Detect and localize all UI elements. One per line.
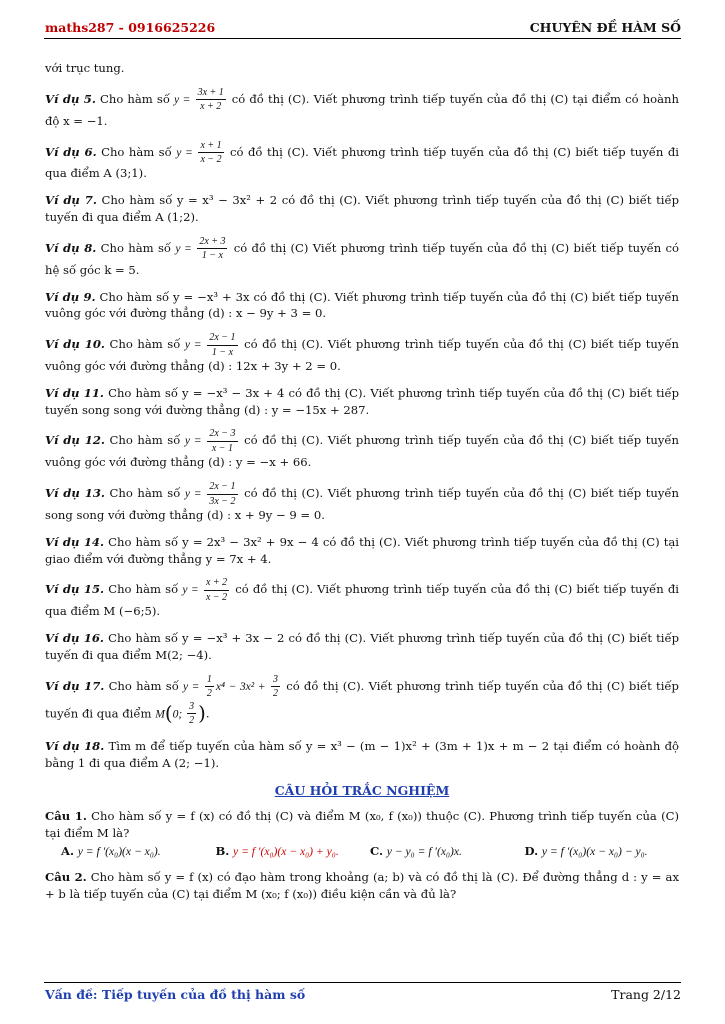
example-text-rest: có đồ thị (C). Viết phương trình tiếp tuyến của đồ thị (C) tại điểm có hoành độ x = −1. bbox=[45, 91, 679, 128]
point-name: M bbox=[155, 706, 165, 720]
example-11 bbox=[45, 385, 679, 419]
example-8 bbox=[45, 236, 679, 279]
fraction bbox=[207, 332, 237, 358]
example-15 bbox=[45, 577, 679, 620]
fraction-denominator: 3x − 2 bbox=[209, 495, 236, 507]
example-text: Cho hàm số y = 2x³ − 3x² + 9x − 4 có đồ thị (C). Viết phương trình tiếp tuyến của đồ thị (C) tại giao điểm với đường thẳng y = 7x + 4. bbox=[45, 534, 679, 566]
example-text: Cho hàm số y = x³ − 3x² + 2 có đồ thị (C). Viết phương trình tiếp tuyến của đồ thị (C) biết tiếp tuyến đi qua điểm A (1;2). bbox=[45, 193, 679, 224]
example-label: Ví dụ 12. bbox=[45, 433, 105, 448]
function-y: y = bbox=[182, 583, 202, 597]
option-letter: B. bbox=[215, 844, 230, 859]
example-13 bbox=[45, 481, 679, 524]
example-text: Cho hàm số bbox=[101, 144, 177, 159]
example-5 bbox=[45, 87, 679, 130]
example-18 bbox=[45, 738, 679, 772]
option-letter: D. bbox=[524, 844, 539, 859]
fraction-numerator: 2x − 3 bbox=[207, 428, 237, 441]
example-label: Ví dụ 6. bbox=[45, 144, 97, 159]
example-6 bbox=[45, 140, 679, 183]
example-text: Cho hàm số bbox=[108, 678, 184, 693]
fraction bbox=[197, 236, 227, 262]
example-text: Cho hàm số y = −x³ + 3x − 2 có đồ thị (C). Viết phương trình tiếp tuyến của đồ thị (C) biết tiếp tuyến đi qua điểm M(2; −4). bbox=[45, 631, 680, 662]
function-y: y = bbox=[184, 338, 206, 352]
example-16 bbox=[45, 630, 679, 664]
option-a[interactable] bbox=[61, 843, 216, 861]
fraction-denominator: 2 bbox=[272, 688, 278, 700]
fraction bbox=[187, 701, 196, 727]
page-footer bbox=[44, 982, 681, 1007]
example-text-end: . bbox=[205, 705, 210, 720]
option-text-highlighted: y = f ′(x₀)(x − x₀) + y₀. bbox=[233, 845, 339, 859]
example-12 bbox=[45, 428, 679, 471]
example-text-rest: có đồ thị (C). Viết phương trình tiếp tuyến của đồ thị (C) biết tiếp tuyến vuông góc với đường thẳng (d) : 12x + 3y + 2 = 0. bbox=[45, 337, 679, 373]
header-contact: maths287 - 0916625226 bbox=[45, 20, 216, 35]
function-y: y = bbox=[174, 92, 194, 106]
example-label: Ví dụ 13. bbox=[45, 486, 105, 501]
option-d[interactable] bbox=[525, 843, 680, 861]
fraction-denominator: x − 2 bbox=[200, 153, 222, 165]
option-text: y = f ′(x₀)(x − x₀) − y₀. bbox=[541, 845, 648, 859]
example-label: Ví dụ 11. bbox=[45, 385, 104, 400]
example-label: Ví dụ 17. bbox=[45, 678, 105, 693]
example-text-rest: có đồ thị (C). Viết phương trình tiếp tuyến của đồ thị (C) biết tiếp tuyến đi qua điểm bbox=[45, 678, 679, 720]
question-text: Cho hàm số y = f (x) có đạo hàm trong khoảng (a; b) và có đồ thị là (C). Để đường thẳng d : y = ax + b là tiếp tuyến của (C) tại điểm M (x₀; f (x₀)) điều kiện cần và đủ là? bbox=[45, 870, 680, 902]
function-y: y = bbox=[183, 679, 203, 693]
fraction-denominator: 2 bbox=[206, 688, 212, 700]
continuation-text: với trục tung. bbox=[45, 61, 125, 75]
answer-options bbox=[45, 843, 679, 861]
example-text: Cho hàm số y = −x³ + 3x có đồ thị (C). Viết phương trình tiếp tuyến của đồ thị (C) biết tiếp tuyến vuông góc với đường thẳng (d) : x − 9y + 3 = 0. bbox=[45, 289, 680, 321]
question-label: Câu 2. bbox=[45, 870, 87, 885]
example-label: Ví dụ 5. bbox=[45, 91, 96, 106]
example-text: Cho hàm số bbox=[109, 337, 185, 352]
example-text-rest: có đồ thị (C). Viết phương trình tiếp tuyến của đồ thị (C) biết tiếp tuyến vuông góc với đường thẳng (d) : y = −x + 66. bbox=[45, 433, 679, 470]
example-text: Cho hàm số y = −x³ − 3x + 4 có đồ thị (C). Viết phương trình tiếp tuyến của đồ thị (C) biết tiếp tuyến song song với đường thẳng (d) : y = −15x + 287. bbox=[45, 385, 680, 417]
function-y: y = bbox=[184, 487, 206, 501]
question-2 bbox=[45, 869, 679, 903]
footer-topic: Vấn đề: Tiếp tuyến của đồ thị hàm số bbox=[45, 987, 306, 1002]
page-body bbox=[45, 60, 679, 911]
point-coordinates: 0; bbox=[172, 706, 186, 720]
option-b[interactable] bbox=[216, 843, 371, 861]
section-title: CÂU HỎI TRẮC NGHIỆM bbox=[274, 782, 450, 798]
option-letter: A. bbox=[61, 844, 75, 859]
example-text: Cho hàm số bbox=[100, 91, 175, 106]
fraction bbox=[271, 674, 280, 700]
fraction bbox=[196, 87, 226, 113]
example-text: Cho hàm số bbox=[100, 240, 176, 255]
question-stem bbox=[45, 869, 679, 903]
fraction-numerator: 2x + 3 bbox=[197, 236, 227, 249]
fraction-denominator: x + 2 bbox=[200, 101, 222, 113]
example-label: Ví dụ 18. bbox=[45, 739, 105, 754]
example-label: Ví dụ 15. bbox=[45, 582, 105, 597]
example-text: Cho hàm số bbox=[108, 582, 183, 597]
fraction-numerator: 3x + 1 bbox=[196, 87, 226, 100]
question-1 bbox=[45, 808, 679, 861]
function-middle: x⁴ − 3x² + bbox=[215, 679, 269, 693]
example-7 bbox=[45, 192, 679, 226]
fraction-denominator: 2 bbox=[189, 715, 195, 727]
page-header bbox=[44, 18, 681, 39]
example-text-rest: có đồ thị (C). Viết phương trình tiếp tuyến của đồ thị (C) biết tiếp tuyến đi qua điểm A (3;1). bbox=[45, 144, 679, 181]
fraction bbox=[207, 481, 237, 507]
fraction-numerator: 2x − 1 bbox=[207, 332, 237, 345]
example-label: Ví dụ 16. bbox=[45, 631, 104, 646]
page-number: Trang 2/12 bbox=[611, 987, 681, 1002]
fraction-denominator: x − 2 bbox=[205, 591, 228, 603]
function-y: y = bbox=[184, 434, 206, 448]
example-text: Cho hàm số bbox=[109, 433, 185, 448]
example-label: Ví dụ 9. bbox=[45, 289, 96, 304]
fraction bbox=[205, 674, 214, 700]
example-label: Ví dụ 10. bbox=[45, 337, 105, 352]
fraction-numerator: 3 bbox=[271, 674, 280, 687]
left-paren: ( bbox=[164, 701, 173, 725]
example-label: Ví dụ 8. bbox=[45, 240, 97, 255]
question-text: Cho hàm số y = f (x) có đồ thị (C) và điểm M (x₀, f (x₀)) thuộc (C). Phương trình tiếp tuyến của (C) tại điểm M là? bbox=[45, 808, 680, 840]
example-text: Tìm m để tiếp tuyến của hàm số y = x³ − (m − 1)x² + (3m + 1)x + m − 2 tại điểm có hoành độ bằng 1 đi qua điểm A (2; −1). bbox=[45, 739, 679, 770]
fraction bbox=[198, 140, 223, 166]
fraction-numerator: x + 2 bbox=[204, 577, 229, 590]
fraction-denominator: 1 − x bbox=[201, 250, 223, 262]
fraction-numerator: 3 bbox=[187, 701, 196, 714]
example-17 bbox=[45, 674, 679, 728]
option-text: y = f ′(x₀)(x − x₀). bbox=[77, 845, 161, 859]
fraction-numerator: 1 bbox=[205, 674, 214, 687]
fraction-denominator: x − 1 bbox=[211, 442, 234, 454]
example-text-rest: có đồ thị (C). Viết phương trình tiếp tuyến của đồ thị (C) biết tiếp tuyến song song với đường thẳng (d) : x + 9y − 9 = 0. bbox=[45, 486, 679, 522]
example-14 bbox=[45, 534, 679, 568]
fraction bbox=[204, 577, 229, 603]
question-stem bbox=[45, 808, 679, 842]
fraction bbox=[207, 428, 237, 454]
fraction-numerator: 2x − 1 bbox=[207, 481, 237, 494]
example-9 bbox=[45, 289, 679, 323]
option-letter: C. bbox=[370, 844, 384, 859]
option-text: y − y₀ = f ′(x₀)x. bbox=[386, 845, 462, 859]
question-label: Câu 1. bbox=[45, 808, 87, 823]
example-text-rest: có đồ thị (C) Viết phương trình tiếp tuyến của đồ thị (C) biết tiếp tuyến có hệ số góc k = 5. bbox=[45, 240, 680, 277]
option-c[interactable] bbox=[370, 843, 525, 861]
fraction-numerator: x + 1 bbox=[198, 140, 223, 153]
fraction-denominator: 1 − x bbox=[211, 346, 234, 358]
example-text: Cho hàm số bbox=[109, 486, 185, 501]
example-text-rest: có đồ thị (C). Viết phương trình tiếp tuyến của đồ thị (C) biết tiếp tuyến đi qua điểm M (−6;5). bbox=[45, 582, 679, 619]
example-label: Ví dụ 14. bbox=[45, 534, 105, 549]
function-y: y = bbox=[175, 241, 196, 255]
function-y: y = bbox=[176, 145, 197, 159]
example-label: Ví dụ 7. bbox=[45, 193, 97, 208]
header-topic: CHUYÊN ĐỀ HÀM SỐ bbox=[529, 20, 681, 35]
right-paren: ) bbox=[198, 701, 206, 725]
example-10 bbox=[45, 332, 679, 375]
